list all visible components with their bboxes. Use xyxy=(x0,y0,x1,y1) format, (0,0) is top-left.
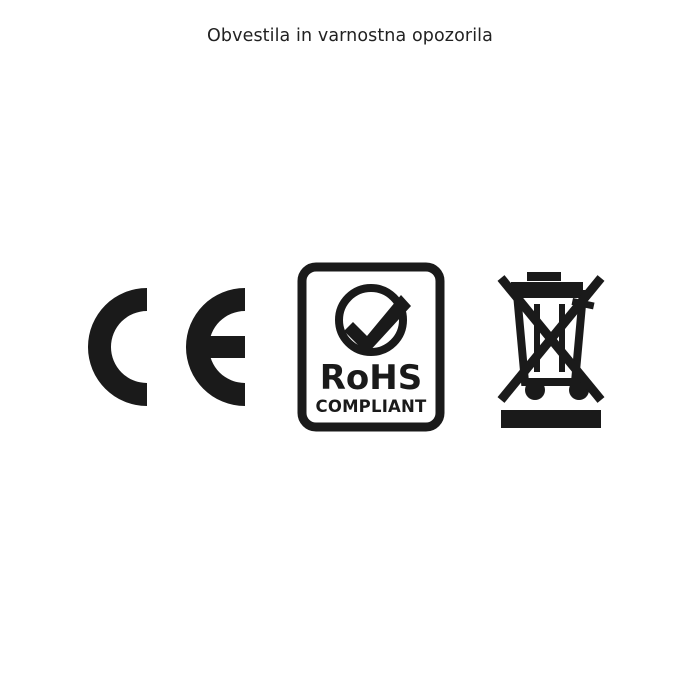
page-title: Obvestila in varnostna opozorila xyxy=(207,26,493,46)
ce-marking-symbol xyxy=(85,272,255,422)
rohs-compliant-icon xyxy=(297,262,445,432)
svg-text:RoHS: RoHS xyxy=(319,358,423,398)
svg-text:COMPLIANT: COMPLIANT xyxy=(315,397,427,416)
weee-symbol xyxy=(487,260,615,435)
compliance-symbols-row xyxy=(0,252,700,442)
rohs-compliant-symbol xyxy=(297,262,445,432)
ce-marking-icon xyxy=(85,272,255,422)
weee-crossed-out-wheelie-bin-icon xyxy=(487,260,615,435)
